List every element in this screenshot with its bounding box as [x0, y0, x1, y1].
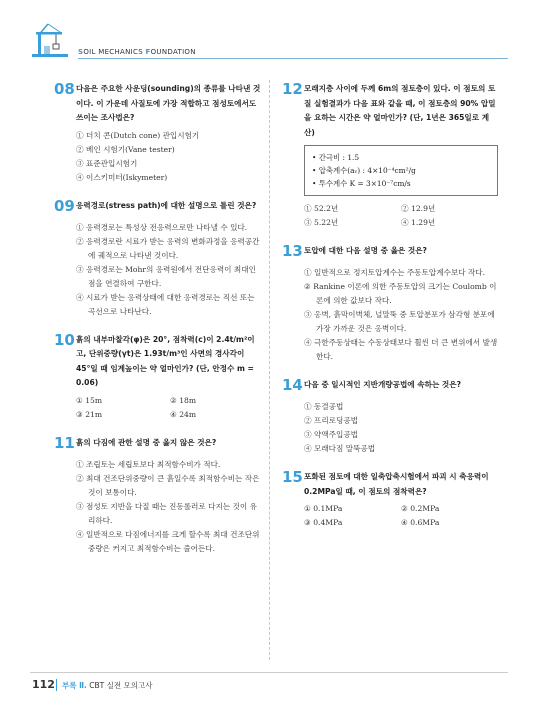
answer-option[interactable]: ① 일반적으로 정지토압계수는 주동토압계수보다 작다. — [304, 268, 486, 277]
question-stem: 흙의 다짐에 관한 설명 중 옳지 않은 것은? — [76, 437, 217, 447]
data-line: • 압축계수(aᵥ) : 4×10⁻⁴cm²/g — [312, 166, 416, 175]
question-number: 13 — [282, 242, 303, 260]
question-13 — [282, 244, 498, 364]
footer-separator — [56, 679, 57, 691]
answer-option[interactable]: ② 18m — [170, 395, 197, 405]
answer-option[interactable]: ② 응력경로란 시료가 받는 응력의 변화과정을 응력공간에 궤적으로 나타낸 것이다. — [76, 236, 260, 260]
answer-option[interactable]: ① 15m — [76, 395, 103, 405]
answer-option[interactable]: ① 더치 콘(Dutch cone) 관입시험기 — [76, 130, 200, 140]
footer-rule — [30, 672, 508, 673]
answer-option[interactable]: ③ 표준관입시험기 — [76, 158, 138, 168]
answer-option[interactable]: ③ 응력경로는 Mohr의 응력원에서 전단응력이 최대인 점을 연결하여 구한다. — [76, 264, 256, 288]
answer-option[interactable]: ② 0.2MPa — [401, 504, 440, 513]
answer-option[interactable]: ② 12.9년 — [401, 204, 436, 213]
question-number: 09 — [54, 196, 75, 215]
answer-option[interactable]: ① 52.2년 — [304, 204, 339, 213]
question-number: 08 — [54, 80, 75, 98]
footer-part: 부록 Ⅱ. — [62, 681, 87, 690]
question-stem: 토압에 대한 다음 설명 중 옳은 것은? — [304, 246, 427, 255]
question-number: 12 — [282, 80, 303, 98]
header-title: SOIL MECHANICS FOUNDATION — [78, 48, 196, 56]
question-stem: 포화된 점토에 대한 일축압축시험에서 파괴 시 축응력이 0.2MPa일 때, 이 점토의 점착력은? — [304, 472, 489, 496]
answer-option[interactable]: ② Rankine 이론에 의한 주동토압의 크기는 Coulomb 이론에 의한 값보다 작다. — [304, 282, 497, 305]
question-number: 14 — [282, 376, 303, 394]
answer-option[interactable]: ④ 0.6MPa — [401, 518, 440, 527]
answer-option[interactable]: ③ 점성토 지반을 다질 때는 진동롤러로 다지는 것이 유리하다. — [76, 501, 257, 525]
answer-option[interactable]: ③ 약액주입공법 — [304, 430, 359, 439]
answer-option[interactable]: ④ 일반적으로 다짐에너지를 크게 할수록 최대 건조단위중량은 커지고 최적함수비는 줄어든다. — [76, 529, 260, 553]
question-08 — [54, 82, 264, 185]
data-line: • 간극비 : 1.5 — [312, 153, 360, 162]
answer-option[interactable]: ③ 21m — [76, 409, 103, 419]
question-number: 10 — [54, 330, 75, 349]
question-stem: 다음은 주요한 사운딩(sounding)의 종류를 나타낸 것이다. 이 가운데 사질토에 가장 적합하고 점성토에서도 쓰이는 조사법은? — [76, 84, 261, 122]
header-rule — [78, 58, 508, 59]
crane-logo-icon — [30, 20, 70, 60]
answer-option[interactable]: ③ 옹벽, 흙막이벽체, 널말뚝 중 토압분포가 삼각형 분포에 가장 가까운 것은 옹벽이다. — [304, 310, 495, 333]
answer-option[interactable]: ④ 1.29년 — [401, 218, 436, 227]
question-15 — [282, 470, 498, 530]
answer-option[interactable]: ④ 시료가 받는 응력상태에 대한 응력경로는 직선 또는 곡선으로 나타난다. — [76, 292, 255, 316]
answer-option[interactable]: ④ 극한주동상태는 수동상태보다 휠씬 더 큰 변위에서 발생한다. — [304, 338, 498, 361]
question-14 — [282, 378, 498, 456]
question-stem: 다음 중 일시적인 지반개량공법에 속하는 것은? — [304, 380, 461, 389]
data-line: • 투수계수 K = 3×10⁻⁷cm/s — [312, 179, 411, 188]
answer-option[interactable]: ④ 모래다짐 말뚝공법 — [304, 444, 376, 453]
answer-option[interactable]: ② 베인 시험기(Vane tester) — [76, 144, 175, 154]
question-stem: 응력경로(stress path)에 대한 설명으로 틀린 것은? — [76, 200, 257, 210]
page-number: 112 — [32, 678, 55, 691]
answer-option[interactable]: ③ 0.4MPa — [304, 518, 343, 527]
answer-option[interactable]: ③ 5.22년 — [304, 218, 339, 227]
answer-option[interactable]: ① 응력경로는 특성상 전응력으로만 나타낼 수 있다. — [76, 222, 248, 232]
footer-section-title: CBT 실전 모의고사 — [89, 681, 153, 690]
data-box — [304, 145, 498, 196]
left-column — [54, 82, 264, 570]
answer-option[interactable]: ④ 24m — [170, 409, 197, 419]
question-stem: 모래지층 사이에 두께 6m의 점토층이 있다. 이 점토의 토질 실험결과가 다음 표와 같을 때, 이 점토층의 90% 압밀을 요하는 시간은 약 얼마인가? (단, 1년은 365일로 계산) — [304, 84, 496, 137]
column-divider — [269, 80, 270, 660]
question-11 — [54, 433, 264, 556]
answer-option[interactable]: ① 0.1MPa — [304, 504, 343, 513]
question-12 — [282, 82, 498, 230]
question-number: 15 — [282, 468, 303, 486]
question-stem: 흙의 내부마찰각(φ)은 20°, 점착력(c)이 2.4t/m²이고, 단위중량(γt)은 1.93t/m³인 사면의 경사각이 45°일 때 임계높이는 약 얼마인가? (단, 안정수 m = 0.06) — [76, 334, 255, 387]
answer-option[interactable]: ① 조립토는 세립토보다 최적함수비가 적다. — [76, 459, 221, 469]
right-column — [282, 82, 498, 544]
question-09 — [54, 196, 264, 319]
page-header — [0, 0, 538, 62]
question-number: 11 — [54, 433, 75, 452]
answer-option[interactable]: ② 최대 건조단위중량이 큰 흙일수록 최적함수비는 작은 것이 보통이다. — [76, 473, 260, 497]
answer-option[interactable]: ④ 이스키미터(Iskymeter) — [76, 172, 168, 182]
question-10 — [54, 330, 264, 422]
answer-option[interactable]: ② 프리로딩공법 — [304, 416, 359, 425]
footer-title — [62, 680, 152, 691]
answer-option[interactable]: ① 동결공법 — [304, 402, 344, 411]
